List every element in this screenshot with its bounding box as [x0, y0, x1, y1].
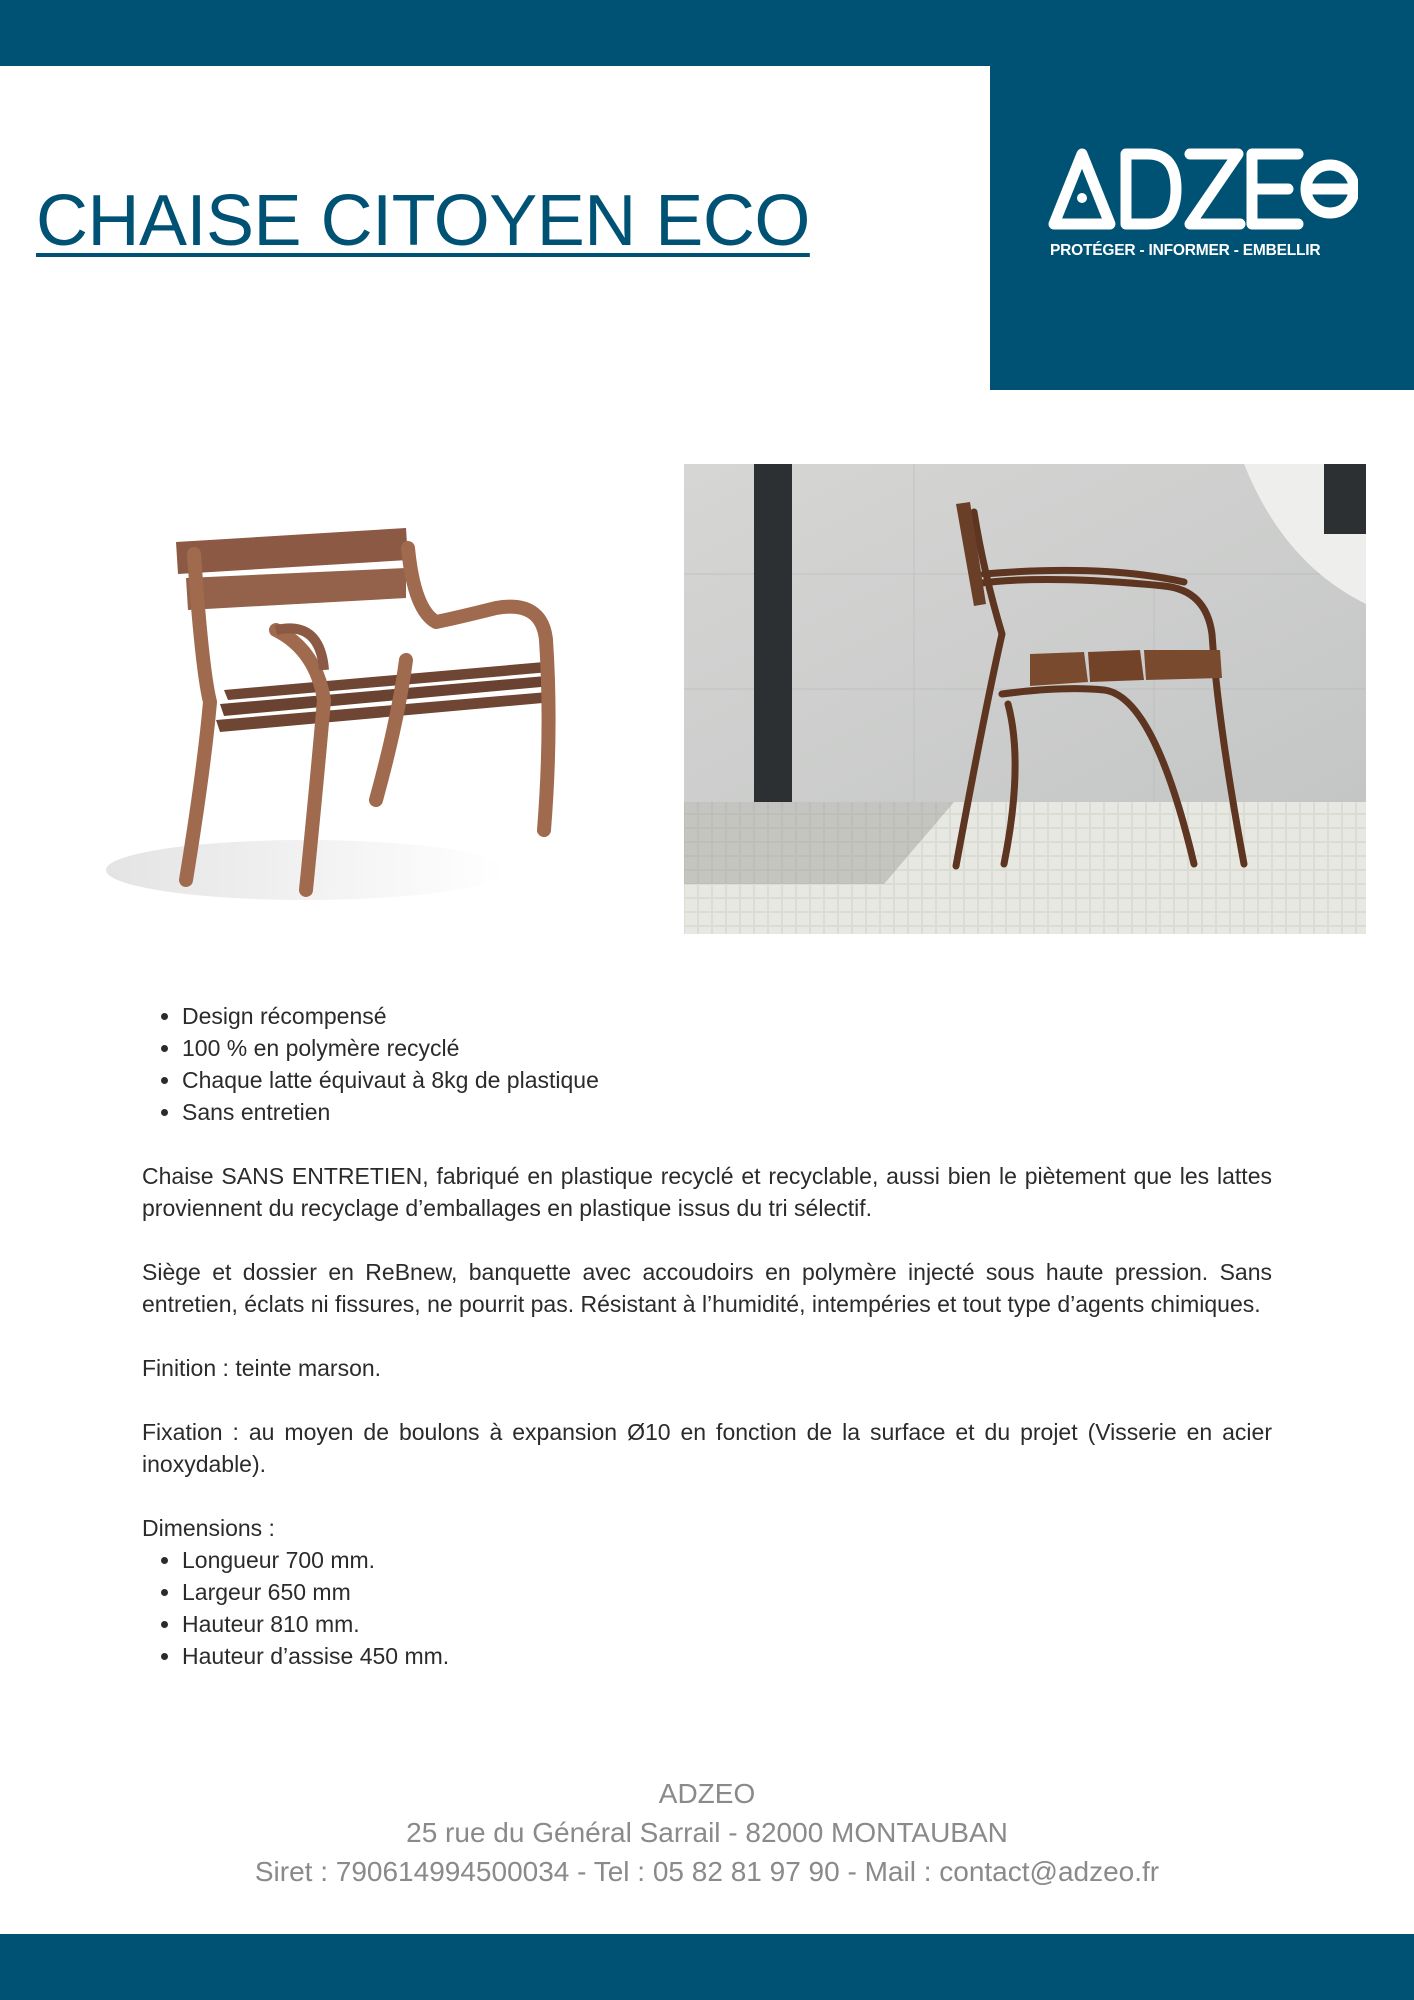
paragraph-fixing: Fixation : au moyen de boulons à expansion Ø10 en fonction de la surface et du projet (Visserie en acier inoxydable).	[142, 1419, 1272, 1477]
footer-contact: Siret : 790614994500034 - Tel : 05 82 81 97 90 - Mail : contact@adzeo.fr	[254, 1856, 1160, 1887]
footer-company: ADZEO	[658, 1778, 756, 1809]
list-item: • Longueur 700 mm.	[182, 1544, 1272, 1576]
list-item: • Design récompensé	[182, 1000, 1272, 1032]
paragraph-finish: Finition : teinte marson.	[142, 1355, 382, 1381]
paragraph-materials: Siège et dossier en ReBnew, banquette avec accoudoirs en polymère injecté sous haute pression. Sans entretien, éclats ni fissures, ne pourrit pas. Résistant à l’humidité, intempéries et tout type d’agents chimiques.	[142, 1259, 1272, 1317]
chair-street-image	[684, 464, 1366, 934]
footer-address: 25 rue du Général Sarrail - 82000 MONTAUBAN	[406, 1817, 1008, 1848]
list-item: • Chaque latte équivaut à 8kg de plastique	[182, 1064, 1272, 1096]
paragraph-overview: Chaise SANS ENTRETIEN, fabriqué en plastique recyclé et recyclable, aussi bien le piètement que les lattes proviennent du recyclage d’emballages en plastique issus du tri sélectif.	[142, 1163, 1272, 1221]
dimensions-list	[142, 1544, 1272, 1672]
bottom-banner	[0, 1934, 1414, 2000]
dimensions-label: Dimensions :	[142, 1515, 275, 1541]
list-item: • Sans entretien	[182, 1096, 1272, 1128]
list-item: • Hauteur d’assise 450 mm.	[182, 1640, 1272, 1672]
list-item: • Hauteur 810 mm.	[182, 1608, 1272, 1640]
feature-list	[142, 1000, 1272, 1128]
list-item: • Largeur 650 mm	[182, 1576, 1272, 1608]
logo-tagline: PROTÉGER - INFORMER - EMBELLIR	[1050, 242, 1321, 259]
product-description	[142, 1000, 1272, 1672]
bench-render-image	[106, 470, 630, 900]
page-title: CHAISE CITOYEN ECO	[36, 181, 810, 261]
list-item: • 100 % en polymère recyclé	[182, 1032, 1272, 1064]
